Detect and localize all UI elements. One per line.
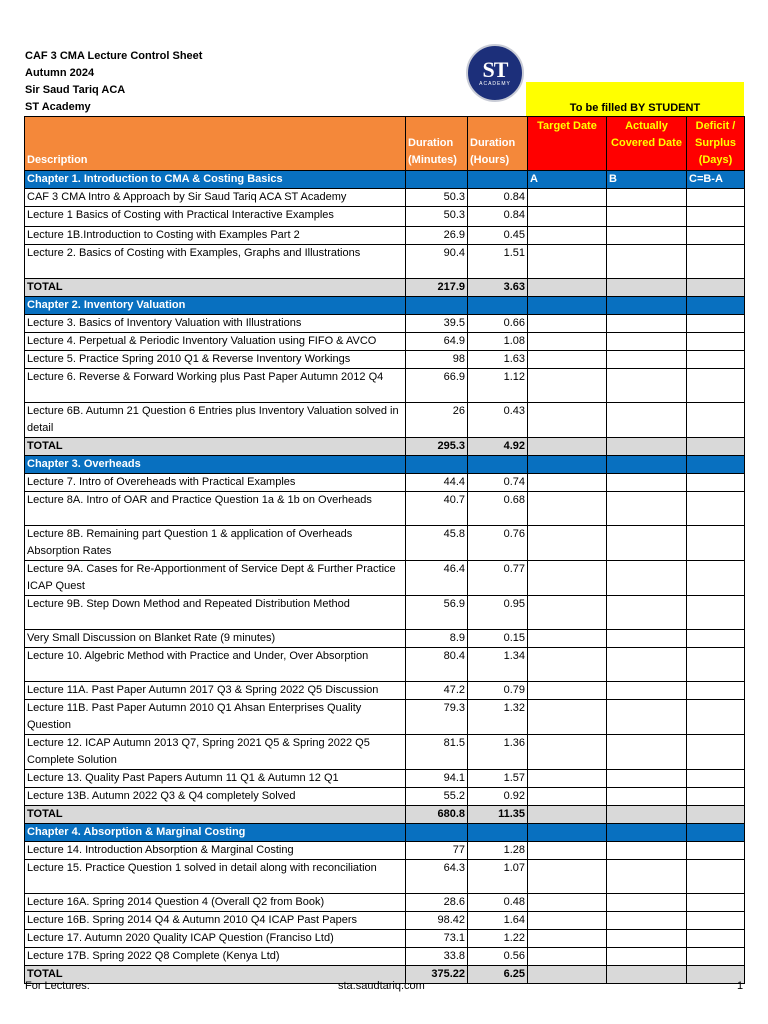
col-duration-minutes [406,117,468,171]
lecture-description: Lecture 1 Basics of Costing with Practical Interactive Examples [25,207,406,227]
covered-date-cell[interactable] [607,333,687,351]
covered-date-cell[interactable] [607,860,687,894]
lecture-description: Lecture 16A. Spring 2014 Question 4 (Overall Q2 from Book) [25,894,406,912]
target-date-cell[interactable] [528,245,607,279]
lecture-duration-minutes: 39.5 [406,315,468,333]
deficit-surplus-cell[interactable] [687,207,745,227]
target-date-cell[interactable] [528,894,607,912]
lecture-duration-hours: 0.48 [468,894,528,912]
chapter-total-row [25,806,745,824]
lecture-duration-minutes: 40.7 [406,492,468,526]
target-date-cell[interactable] [528,700,607,735]
target-date-cell[interactable] [528,735,607,770]
target-date-cell[interactable] [528,596,607,630]
logo-text: ACADEMY [479,80,511,87]
lecture-duration-minutes: 50.3 [406,189,468,207]
lecture-duration-hours: 0.43 [468,403,528,438]
total-hours: 11.35 [468,806,528,824]
lecture-duration-minutes: 94.1 [406,770,468,788]
lecture-duration-minutes: 50.3 [406,207,468,227]
deficit-surplus-cell[interactable] [687,492,745,526]
covered-date-cell[interactable] [607,403,687,438]
lecture-duration-hours: 0.45 [468,227,528,245]
total-hours: 6.25 [468,966,528,984]
lecture-row [25,245,745,279]
lecture-duration-minutes: 98 [406,351,468,369]
total-label: TOTAL [25,806,406,824]
chapter-filler [468,297,528,315]
lecture-row [25,930,745,948]
target-date-cell[interactable] [528,648,607,682]
covered-date-cell[interactable] [607,189,687,207]
chapter-column-letter [607,824,687,842]
target-date-cell[interactable] [528,492,607,526]
total-minutes: 295.3 [406,438,468,456]
lecture-row [25,648,745,682]
total-filler [607,806,687,824]
lecture-duration-hours: 1.07 [468,860,528,894]
lecture-description: Lecture 17. Autumn 2020 Quality ICAP Question (Franciso Ltd) [25,930,406,948]
lecture-row [25,860,745,894]
col-duration-hours-l2: (Hours) [470,154,510,166]
lecture-description: CAF 3 CMA Intro & Approach by Sir Saud Tariq ACA ST Academy [25,189,406,207]
chapter-filler [468,824,528,842]
deficit-surplus-cell[interactable] [687,648,745,682]
chapter-filler [468,171,528,189]
covered-date-cell[interactable] [607,930,687,948]
total-label: TOTAL [25,279,406,297]
deficit-surplus-cell[interactable] [687,700,745,735]
col-deficit-l2: Surplus [695,137,736,149]
chapter-column-letter [687,456,745,474]
deficit-surplus-cell[interactable] [687,788,745,806]
lecture-duration-minutes: 46.4 [406,561,468,596]
lecture-description: Lecture 12. ICAP Autumn 2013 Q7, Spring 2021 Q5 & Spring 2022 Q5 Complete Solution [25,735,406,770]
target-date-cell[interactable] [528,561,607,596]
total-label: TOTAL [25,966,406,984]
lecture-duration-hours: 1.51 [468,245,528,279]
lecture-row [25,526,745,561]
target-date-cell[interactable] [528,948,607,966]
total-hours: 4.92 [468,438,528,456]
col-duration-hours [468,117,528,171]
covered-date-cell[interactable] [607,894,687,912]
total-minutes: 680.8 [406,806,468,824]
covered-date-cell[interactable] [607,526,687,561]
lecture-description: Lecture 7. Intro of Overeheads with Practical Examples [25,474,406,492]
lecture-duration-minutes: 64.9 [406,333,468,351]
col-deficit-l1: Deficit / [695,120,736,132]
chapter-filler [406,171,468,189]
col-covered-date-l1: Actually [625,120,668,132]
covered-date-cell[interactable] [607,842,687,860]
col-deficit-l3: (Days) [698,154,733,166]
footer-website-link[interactable]: sta.saudtariq.com [338,980,425,992]
lecture-row [25,492,745,526]
total-filler [528,279,607,297]
lecture-description: Lecture 15. Practice Question 1 solved in detail along with reconciliation [25,860,406,894]
lecture-duration-hours: 1.22 [468,930,528,948]
chapter-column-letter [528,824,607,842]
deficit-surplus-cell[interactable] [687,474,745,492]
lecture-description: Lecture 3. Basics of Inventory Valuation with Illustrations [25,315,406,333]
chapter-header-row [25,824,745,842]
sheet-title: CAF 3 CMA Lecture Control Sheet [25,50,203,62]
lecture-duration-hours: 0.74 [468,474,528,492]
lecture-duration-minutes: 44.4 [406,474,468,492]
lecture-row [25,788,745,806]
lecture-duration-hours: 0.79 [468,682,528,700]
total-filler [687,279,745,297]
lecture-duration-hours: 1.08 [468,333,528,351]
total-filler [607,438,687,456]
lecture-duration-hours: 0.68 [468,492,528,526]
lecture-description: Lecture 6B. Autumn 21 Question 6 Entries plus Inventory Valuation solved in detail [25,403,406,438]
chapter-title: Chapter 2. Inventory Valuation [25,297,406,315]
deficit-surplus-cell[interactable] [687,403,745,438]
chapter-filler [406,297,468,315]
lecture-row [25,735,745,770]
lecture-description: Lecture 14. Introduction Absorption & Marginal Costing [25,842,406,860]
deficit-surplus-cell[interactable] [687,526,745,561]
lecture-duration-hours: 1.32 [468,700,528,735]
target-date-cell[interactable] [528,842,607,860]
lecture-duration-hours: 1.34 [468,648,528,682]
lecture-row [25,912,745,930]
deficit-surplus-cell[interactable] [687,930,745,948]
chapter-header-row [25,297,745,315]
chapter-column-letter [687,824,745,842]
deficit-surplus-cell[interactable] [687,682,745,700]
covered-date-cell[interactable] [607,315,687,333]
academy-name: ST Academy [25,101,91,113]
lecture-duration-hours: 0.95 [468,596,528,630]
lecture-row [25,207,745,227]
chapter-column-letter [607,297,687,315]
total-label: TOTAL [25,438,406,456]
footer-label: For Lectures: [25,980,90,992]
col-description: Description [25,117,406,171]
covered-date-cell[interactable] [607,648,687,682]
chapter-header-row [25,456,745,474]
total-minutes: 375.22 [406,966,468,984]
lecture-duration-minutes: 79.3 [406,700,468,735]
chapter-column-letter: B [607,171,687,189]
deficit-surplus-cell[interactable] [687,948,745,966]
target-date-cell[interactable] [528,788,607,806]
lecture-row [25,630,745,648]
lecture-description: Lecture 2. Basics of Costing with Examples, Graphs and Illustrations [25,245,406,279]
target-date-cell[interactable] [528,930,607,948]
target-date-cell[interactable] [528,860,607,894]
lecture-duration-minutes: 81.5 [406,735,468,770]
target-date-cell[interactable] [528,369,607,403]
total-filler [607,279,687,297]
target-date-cell[interactable] [528,189,607,207]
target-date-cell[interactable] [528,351,607,369]
deficit-surplus-cell[interactable] [687,227,745,245]
lecture-duration-hours: 0.92 [468,788,528,806]
target-date-cell[interactable] [528,682,607,700]
lecture-description: Lecture 6. Reverse & Forward Working plus Past Paper Autumn 2012 Q4 [25,369,406,403]
lecture-duration-minutes: 56.9 [406,596,468,630]
covered-date-cell[interactable] [607,770,687,788]
chapter-header-row [25,171,745,189]
covered-date-cell[interactable] [607,735,687,770]
lecture-duration-hours: 1.57 [468,770,528,788]
st-academy-logo [466,44,524,102]
deficit-surplus-cell[interactable] [687,333,745,351]
lecture-description: Lecture 9B. Step Down Method and Repeated Distribution Method [25,596,406,630]
lecture-duration-minutes: 73.1 [406,930,468,948]
total-filler [687,966,745,984]
col-duration-minutes-l1: Duration [408,137,454,149]
chapter-column-letter [607,456,687,474]
lecture-duration-minutes: 64.3 [406,860,468,894]
lecture-row [25,369,745,403]
total-filler [528,806,607,824]
chapter-total-row [25,279,745,297]
lecture-duration-hours: 1.36 [468,735,528,770]
total-minutes: 217.9 [406,279,468,297]
deficit-surplus-cell[interactable] [687,894,745,912]
lecture-description: Lecture 16B. Spring 2014 Q4 & Autumn 2010 Q4 ICAP Past Papers [25,912,406,930]
lecture-description: Lecture 4. Perpetual & Periodic Inventory Valuation using FIFO & AVCO [25,333,406,351]
total-filler [607,966,687,984]
lecture-duration-hours: 0.84 [468,189,528,207]
col-duration-hours-l1: Duration [470,137,516,149]
target-date-cell[interactable] [528,333,607,351]
lecture-duration-minutes: 80.4 [406,648,468,682]
lecture-description: Lecture 11B. Past Paper Autumn 2010 Q1 Ahsan Enterprises Quality Question [25,700,406,735]
covered-date-cell[interactable] [607,912,687,930]
target-date-cell[interactable] [528,630,607,648]
chapter-column-letter: C=B-A [687,171,745,189]
lecture-duration-hours: 0.84 [468,207,528,227]
chapter-filler [406,824,468,842]
covered-date-cell[interactable] [607,788,687,806]
deficit-surplus-cell[interactable] [687,596,745,630]
covered-date-cell[interactable] [607,596,687,630]
lecture-duration-minutes: 77 [406,842,468,860]
student-banner-text: To be filled BY STUDENT [569,102,701,114]
deficit-surplus-cell[interactable] [687,912,745,930]
lecture-description: Lecture 17B. Spring 2022 Q8 Complete (Kenya Ltd) [25,948,406,966]
lecture-description: Lecture 13. Quality Past Papers Autumn 11 Q1 & Autumn 12 Q1 [25,770,406,788]
total-filler [687,438,745,456]
lecture-description: Lecture 8A. Intro of OAR and Practice Question 1a & 1b on Overheads [25,492,406,526]
deficit-surplus-cell[interactable] [687,630,745,648]
covered-date-cell[interactable] [607,245,687,279]
covered-date-cell[interactable] [607,227,687,245]
deficit-surplus-cell[interactable] [687,735,745,770]
lecture-duration-minutes: 66.9 [406,369,468,403]
lecture-row [25,561,745,596]
target-date-cell[interactable] [528,403,607,438]
deficit-surplus-cell[interactable] [687,315,745,333]
lecture-description: Very Small Discussion on Blanket Rate (9 minutes) [25,630,406,648]
deficit-surplus-cell[interactable] [687,245,745,279]
col-target-date: Target Date [528,117,607,171]
lecture-duration-hours: 0.66 [468,315,528,333]
lecture-duration-minutes: 8.9 [406,630,468,648]
total-filler [687,806,745,824]
covered-date-cell[interactable] [607,492,687,526]
lecture-duration-hours: 1.28 [468,842,528,860]
lecture-duration-minutes: 55.2 [406,788,468,806]
covered-date-cell[interactable] [607,948,687,966]
target-date-cell[interactable] [528,912,607,930]
total-filler [528,966,607,984]
target-date-cell[interactable] [528,770,607,788]
target-date-cell[interactable] [528,474,607,492]
lecture-row [25,682,745,700]
total-filler [528,438,607,456]
lecture-duration-hours: 1.64 [468,912,528,930]
covered-date-cell[interactable] [607,474,687,492]
lecture-description: Lecture 9A. Cases for Re-Apportionment of Service Dept & Further Practice ICAP Quest [25,561,406,596]
total-hours: 3.63 [468,279,528,297]
lecture-row [25,333,745,351]
deficit-surplus-cell[interactable] [687,369,745,403]
chapter-title: Chapter 3. Overheads [25,456,406,474]
lecture-duration-minutes: 26 [406,403,468,438]
lecture-duration-minutes: 33.8 [406,948,468,966]
chapter-column-letter [528,456,607,474]
chapter-filler [406,456,468,474]
lecture-row [25,894,745,912]
lecture-row [25,596,745,630]
col-covered-date-l2: Covered Date [611,137,682,149]
lecture-row [25,474,745,492]
chapter-title: Chapter 4. Absorption & Marginal Costing [25,824,406,842]
lecture-row [25,227,745,245]
covered-date-cell[interactable] [607,561,687,596]
lecture-description: Lecture 1B.Introduction to Costing with Examples Part 2 [25,227,406,245]
lecture-duration-minutes: 26.9 [406,227,468,245]
covered-date-cell[interactable] [607,369,687,403]
lecture-row [25,948,745,966]
lecture-duration-minutes: 98.42 [406,912,468,930]
lecture-description: Lecture 5. Practice Spring 2010 Q1 & Reverse Inventory Workings [25,351,406,369]
lecture-description: Lecture 11A. Past Paper Autumn 2017 Q3 & Spring 2022 Q5 Discussion [25,682,406,700]
student-banner [526,82,744,116]
tutor-name: Sir Saud Tariq ACA [25,84,126,96]
col-deficit-surplus [687,117,745,171]
covered-date-cell[interactable] [607,700,687,735]
lecture-duration-hours: 0.77 [468,561,528,596]
covered-date-cell[interactable] [607,207,687,227]
logo-mark: ST [482,56,508,82]
covered-date-cell[interactable] [607,682,687,700]
page-number: 1 [737,980,744,992]
lecture-row [25,770,745,788]
lecture-row [25,351,745,369]
lecture-duration-minutes: 90.4 [406,245,468,279]
lecture-description: Lecture 8B. Remaining part Question 1 & application of Overheads Absorption Rates [25,526,406,561]
lecture-row [25,700,745,735]
lecture-duration-hours: 1.12 [468,369,528,403]
lecture-duration-hours: 0.15 [468,630,528,648]
covered-date-cell[interactable] [607,351,687,369]
chapter-filler [468,456,528,474]
col-duration-minutes-l2: (Minutes) [408,154,457,166]
deficit-surplus-cell[interactable] [687,189,745,207]
col-covered-date [607,117,687,171]
lecture-table [24,116,745,984]
deficit-surplus-cell[interactable] [687,860,745,894]
target-date-cell[interactable] [528,315,607,333]
lecture-duration-hours: 0.76 [468,526,528,561]
chapter-title: Chapter 1. Introduction to CMA & Costing Basics [25,171,406,189]
lecture-row [25,315,745,333]
deficit-surplus-cell[interactable] [687,561,745,596]
target-date-cell[interactable] [528,207,607,227]
covered-date-cell[interactable] [607,630,687,648]
lecture-row [25,842,745,860]
target-date-cell[interactable] [528,227,607,245]
column-header-row [25,117,745,171]
lecture-row [25,189,745,207]
target-date-cell[interactable] [528,526,607,561]
lecture-description: Lecture 10. Algebric Method with Practice and Under, Over Absorption [25,648,406,682]
chapter-column-letter [687,297,745,315]
deficit-surplus-cell[interactable] [687,351,745,369]
lecture-row [25,403,745,438]
lecture-duration-minutes: 45.8 [406,526,468,561]
chapter-column-letter: A [528,171,607,189]
lecture-description: Lecture 13B. Autumn 2022 Q3 & Q4 completely Solved [25,788,406,806]
lecture-duration-minutes: 28.6 [406,894,468,912]
lecture-duration-hours: 0.56 [468,948,528,966]
chapter-total-row [25,438,745,456]
deficit-surplus-cell[interactable] [687,842,745,860]
deficit-surplus-cell[interactable] [687,770,745,788]
term: Autumn 2024 [25,67,95,79]
chapter-column-letter [528,297,607,315]
lecture-duration-hours: 1.63 [468,351,528,369]
lecture-duration-minutes: 47.2 [406,682,468,700]
